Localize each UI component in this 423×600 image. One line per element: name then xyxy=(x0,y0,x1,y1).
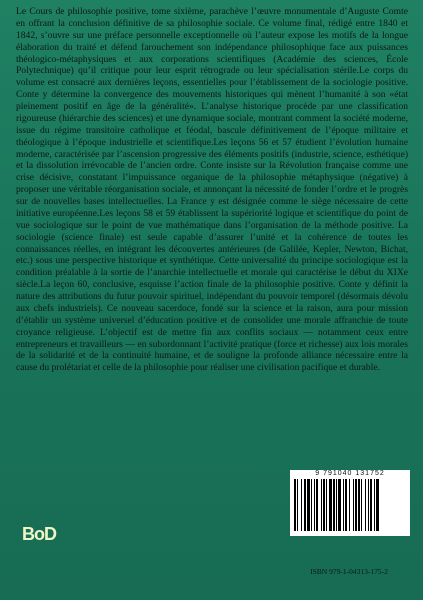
barcode-bar xyxy=(374,479,375,531)
barcode-bar xyxy=(333,479,335,531)
barcode-bar xyxy=(321,479,322,531)
barcode-bar xyxy=(329,479,332,531)
barcode-bar xyxy=(311,479,312,531)
barcode-bar xyxy=(297,479,298,531)
barcode-bar xyxy=(368,479,369,531)
book-description: Le Cours de philosophie positive, tome sixième, parachève l’œuvre monumentale d’Auguste Comte en offrant la conclusion définitive de sa philosophie sociale. Ce volume final, rédigé entre 1840 et 1842, s’ouvre sur une préface personnelle exceptionnelle où l’auteur expose les motifs de la longue élaboration du traité et défend farouchement son indépendance philosophique face aux puissances théologico-métaphysiques et aux corporations scientifiques (Académie des sciences, École Polytechnique) qu’il critique pour leur esprit rétrograde ou leur spécialisation stérile.Le corps du volume est consacré aux dernières leçons, essentielles pour l’établissement de la sociologie positive. Conte y détermine la convergence des mouvements historiques qui mènent l’humanité à son «état pleinement positif en âge de la généralité». L’analyse historique procède par une classification rigoureuse (hiérarchie des sciences) et une dynamique sociale, montrant comment la société moderne, issue du régime transitoire catholique et féodal, bascule définitivement de l’époque militaire et théologique à l’époque industrielle et scientifique.Les leçons 56 et 57 étudient l’évolution humaine moderne, caractérisée par l’ascension progressive des éléments positifs (industrie, science, esthétique) et la dissolution irrévocable de l’ancien ordre. Conte insiste sur la Révolution française comme une crise décisive, constatant l’impuissance organique de la philosophie métaphysique (négative) à proposer une véritable réorganisation sociale, et annonçant la nécessité de fonder l’ordre et le progrès sur de nouvelles bases intellectuelles. La France y est désignée comme le siège nécessaire de cette initiative européenne.Les leçons 58 et 59 établissent la supériorité logique et scientifique du point de vue sociologique sur le point de vue mathématique dans l’organisation de la méthode positive. La sociologie (science finale) est seule capable d’assurer l’unité et la cohérence de toutes les connaissances réelles, en intégrant les découvertes antérieures (de Galilée, Kepler, Newton, Bichat, etc.) sous une perspective historique et synthétique. Cette universalité du principe sociologique est la condition préalable à la sortie de l’anarchie intellectuelle et morale qui caractérise le début du XIXe siècle.La leçon 60, conclusive, esquisse l’action finale de la philosophie positive. Conte y définit la nature des attributions du futur pouvoir spirituel, indépendant du pouvoir temporel (désormais dévolu aux chefs industriels). Ce nouveau sacerdoce, fondé sur la science et la raison, aura pour mission d’établir un système universel d’éducation positive et de consolider une morale affranchie de toute croyance religieuse. L’objectif est de mettre fin aux conflits sociaux — notamment ceux entre entrepreneurs et travailleurs — en subordonnant l’activité pratique (force et richesse) aux lois morales de la solidarité et de la continuité humaine, et de souligne la profonde alliance nécessaire entre la cause du prolétariat et celle de la philosophie pour réaliser une civilisation pacifique et durable. xyxy=(16,6,408,374)
barcode-bar xyxy=(343,479,344,531)
barcode-bar xyxy=(361,479,362,531)
isbn-number: ISBN 979-1-04313-175-2 xyxy=(310,567,388,576)
barcode-bar xyxy=(370,479,372,531)
barcode-bar xyxy=(304,479,306,531)
barcode-bar xyxy=(376,479,379,531)
barcode xyxy=(290,470,410,536)
barcode-bar xyxy=(355,479,357,531)
barcode-bar xyxy=(294,479,296,531)
barcode-bar xyxy=(365,479,366,531)
barcode-number: 9 791040 131752 xyxy=(315,470,385,477)
barcode-bar xyxy=(323,479,325,531)
barcode-bars-icon xyxy=(292,479,408,533)
publisher-logo: BoD xyxy=(22,524,56,544)
barcode-bar xyxy=(353,479,354,531)
barcode-bar xyxy=(314,479,315,531)
barcode-bar xyxy=(336,479,337,531)
barcode-bar xyxy=(316,479,318,531)
barcode-bar xyxy=(307,479,310,531)
barcode-bar xyxy=(358,479,360,531)
barcode-bar xyxy=(345,479,347,531)
barcode-bar xyxy=(338,479,341,531)
barcode-bar xyxy=(349,479,350,531)
barcode-bar xyxy=(326,479,327,531)
barcode-bar xyxy=(301,479,302,531)
